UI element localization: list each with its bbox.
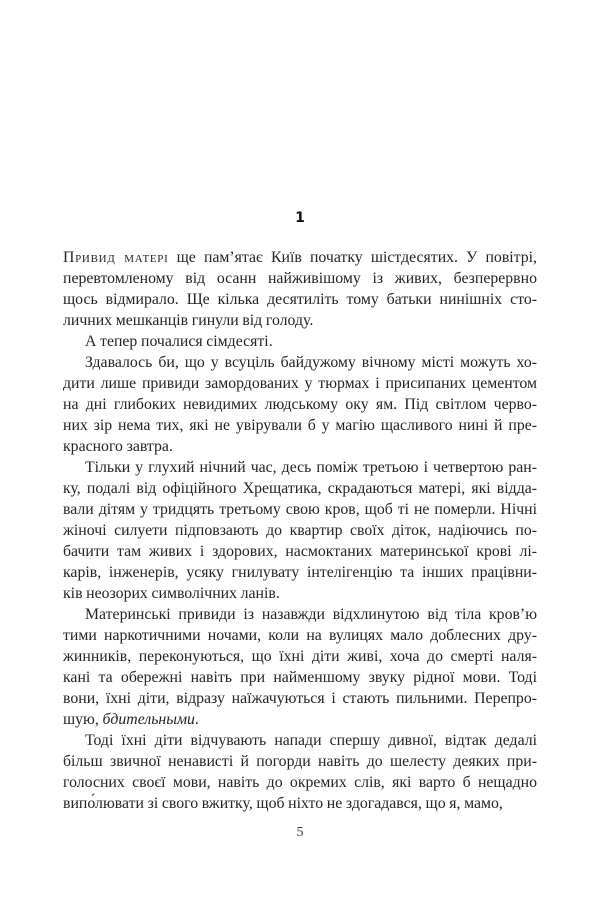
text-segment: . <box>194 711 199 728</box>
text-line <box>63 247 537 268</box>
page-number: 5 <box>296 825 304 840</box>
paragraph <box>63 604 537 730</box>
text-line <box>63 415 537 436</box>
text-segment: ку, подалі від офіційного Хрещатика, скрадаються матері, які відда- <box>63 480 537 497</box>
text-line <box>63 604 537 625</box>
text-segment: Привид матері <box>63 249 169 266</box>
text-segment: щось відмирало. Ще кілька десятиліть тому батьки нинішніх сто- <box>63 291 537 308</box>
text-segment: личних мешканців гинули від голоду. <box>63 312 314 329</box>
text-line <box>63 331 537 352</box>
text-segment: тими наркотичними ночами, коли на вулицях мало доблесних дру- <box>63 627 537 644</box>
text-line <box>63 772 537 793</box>
text-line <box>63 730 537 751</box>
chapter-number: 1 <box>295 210 305 226</box>
paragraph <box>63 247 537 331</box>
text-line <box>63 646 537 667</box>
text-segment: карів, інженерів, усяку гнилувату інтелігенцію та інших працівни- <box>63 564 537 581</box>
paragraph <box>63 457 537 604</box>
text-segment: шую, <box>63 711 103 728</box>
paragraph <box>63 352 537 457</box>
text-line <box>63 268 537 289</box>
text-segment: вали дітям у тридцять третьому свою кров, щоб ті не померли. Нічні <box>63 501 537 518</box>
text-line <box>63 310 537 331</box>
text-segment: випо́лювати зі свого вжитку, щоб ніхто не здогадався, що я, мамо, <box>63 795 503 812</box>
text-segment: кані та обережні навіть при найменшому звуку рідної мови. Тоді <box>63 669 537 686</box>
text-line <box>63 352 537 373</box>
text-line <box>63 373 537 394</box>
text-segment: жинників, переконуються, що їхні діти живі, хоча до смерті наля- <box>63 648 537 665</box>
text-line <box>63 667 537 688</box>
text-line <box>63 394 537 415</box>
text-segment: більш звичної ненависті й погорди навіть до шелесту деяких при- <box>63 753 537 770</box>
text-segment: А тепер почалися сімдесяті. <box>85 333 273 350</box>
text-line <box>63 541 537 562</box>
text-segment: ще пам’ятає Київ початку шістдесятих. У повітрі, <box>168 249 537 266</box>
text-line <box>63 583 537 604</box>
text-segment: них зір нема тих, які не увірували б у магію щасливого нині й пре- <box>63 417 537 434</box>
text-segment: бачити там живих і здорових, насмоктаних материнської крові лі- <box>63 543 537 560</box>
text-line <box>63 793 537 814</box>
text-segment: перевтомленому від осанн найживішому із живих, безперервно <box>63 270 537 287</box>
text-segment: Тільки у глухий нічний час, десь поміж третьою і четвертою ран- <box>85 459 537 476</box>
text-segment: жіночі силуети підповзають до квартир своїх діток, надіючись по- <box>63 522 537 539</box>
text-segment: дити лише привиди замордованих у тюрмах і присипаних цементом <box>63 375 537 392</box>
text-line <box>63 478 537 499</box>
text-line <box>63 520 537 541</box>
text-line <box>63 289 537 310</box>
body-text <box>63 247 537 814</box>
text-segment: бдительными <box>102 711 195 728</box>
text-segment: Здавалось би, що у всуціль байдужому вічному місті можуть хо- <box>85 354 537 371</box>
text-segment: на дні глибоких невидимих людському оку ям. Під світлом черво- <box>63 396 537 413</box>
paragraph <box>63 730 537 814</box>
text-line <box>63 751 537 772</box>
text-segment: красного завтра. <box>63 438 173 455</box>
text-segment: вони, їхні діти, відразу наїжачуються і стають пильними. Перепро- <box>63 690 537 707</box>
text-line <box>63 562 537 583</box>
text-line <box>63 436 537 457</box>
text-line <box>63 688 537 709</box>
text-segment: Материнські привиди із назавжди відхлинутою від тіла кров’ю <box>85 606 537 623</box>
paragraph <box>63 331 537 352</box>
text-segment: Тоді їхні діти відчувають напади спершу дивної, відтак дедалі <box>85 732 537 749</box>
text-segment: ків неозорих символічних ланів. <box>63 585 280 602</box>
text-line <box>63 709 537 730</box>
text-line <box>63 499 537 520</box>
text-line <box>63 625 537 646</box>
text-segment: голосних своєї мови, навіть до окремих слів, які варто б нещадно <box>63 774 537 791</box>
text-line <box>63 457 537 478</box>
